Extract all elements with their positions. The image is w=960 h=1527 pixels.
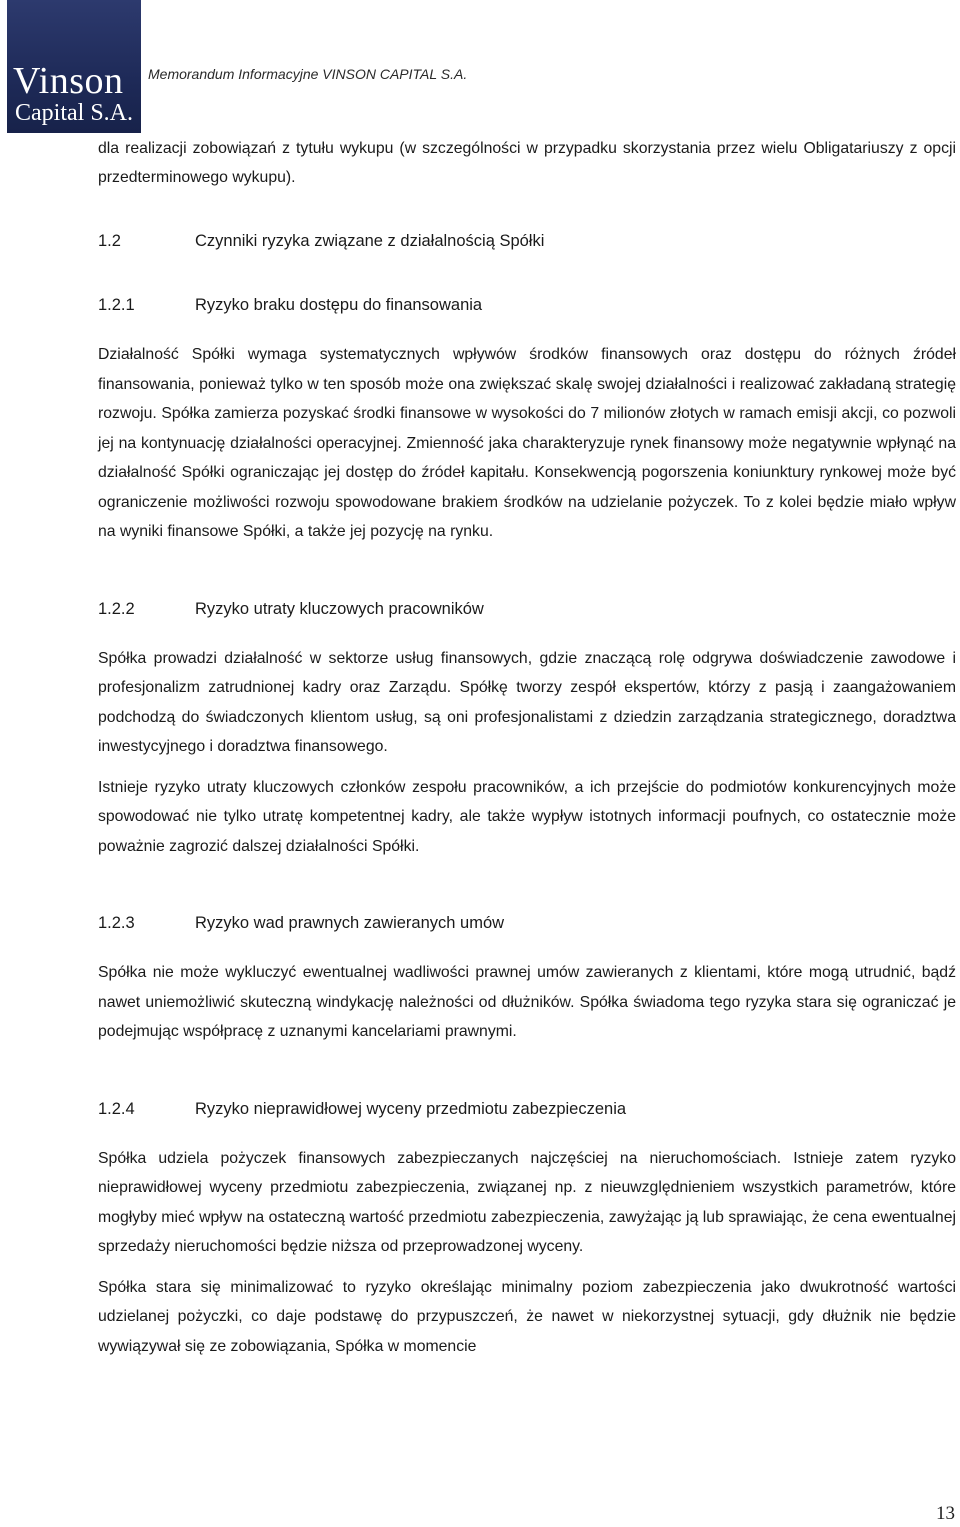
- subsection-paragraph: Spółka prowadzi działalność w sektorze usług finansowych, gdzie znaczącą rolę odgrywa doświadczenie zawodowe i profesjonalizm zatrudnionej kadry oraz Zarządu. Spółkę tworzy zespół ekspertów, którzy z pasją i zaangażowaniem podchodzą do świadczonych klientom usług, są oni profesjonalistami z dziedzin zarządzania strategicznego, doradztwa inwestycyjnego i doradztwa finansowego.: [98, 649, 956, 755]
- subsection-number: 1.2.1: [98, 296, 135, 314]
- subsection-heading: [98, 1097, 956, 1121]
- subsection-title: Ryzyko utraty kluczowych pracowników: [195, 599, 484, 618]
- subsection-paragraph: Istnieje ryzyko utraty kluczowych członków zespołu pracowników, a ich przejście do podmiotów konkurencyjnych może spowodować nie tylko utratę kompetentnej kadry, ale także wypływ istotnych informacji poufnych, co ostatecznie może poważnie zagrozić dalszej działalności Spółki.: [98, 778, 956, 855]
- subsection-title: Ryzyko braku dostępu do finansowania: [195, 296, 483, 314]
- subsection-paragraph: Spółka nie może wykluczyć ewentualnej wadliwości prawnej umów zawieranych z klientami, które mogą utrudnić, bądź nawet uniemożliwić skuteczną windykację należności od dłużników. Spółka świadoma tego ryzyka stara się ograniczać je podejmując współpracę z uznanymi kancelariami prawnymi.: [98, 964, 956, 1040]
- subsection-title: Ryzyko nieprawidłowej wyceny przedmiotu zabezpieczenia: [195, 1099, 627, 1118]
- logo-line-1: Vinson: [13, 60, 124, 102]
- company-logo: [7, 0, 141, 133]
- subsection-title: Ryzyko wad prawnych zawieranych umów: [195, 914, 505, 932]
- subsection-heading: [98, 911, 956, 935]
- section-heading: [98, 229, 956, 253]
- subsection-paragraph: Spółka stara się minimalizować to ryzyko określając minimalny poziom zabezpieczenia jako dwukrotność wartości udzielanej pożyczki, co daje podstawę do przypuszczeń, że nawet w niekorzystnej sytuacji, gdy dłużnik nie będzie wywiązywał się ze zobowiązania, Spółka w momencie: [98, 1278, 956, 1355]
- subsection-number: 1.2.4: [98, 1099, 135, 1118]
- logo-line-2: Capital S.A.: [15, 100, 133, 126]
- subsection-heading: [98, 293, 956, 317]
- intro-paragraph: dla realizacji zobowiązań z tytułu wykupu (w szczególności w przypadku skorzystania przez wielu Obligatariuszy z opcji przedterminowego wykupu).: [98, 140, 956, 186]
- section-title: Czynniki ryzyka związane z działalnością Spółki: [195, 232, 545, 250]
- page-content: [98, 134, 956, 1361]
- subsection-number: 1.2.2: [98, 599, 135, 618]
- page-number: 13: [936, 1503, 955, 1524]
- subsection-number: 1.2.3: [98, 914, 135, 932]
- subsection-paragraph: Spółka udziela pożyczek finansowych zabezpieczanych najczęściej na nieruchomościach. Istnieje zatem ryzyko nieprawidłowej wyceny przedmiotu zabezpieczenia, związanej np. z nieuwzględnieniem wszystkich parametrów, które mogłyby mieć wpływ na ostateczną wartość przedmiotu zabezpieczenia, zawyżając ją lub sprawiając, że cena ewentualnej sprzedaży nieruchomości będzie niższa od przeprowadzonej wyceny.: [98, 1149, 956, 1255]
- section-number: 1.2: [98, 232, 121, 250]
- subsection-paragraph: Działalność Spółki wymaga systematycznych wpływów środków finansowych oraz dostępu do różnych źródeł finansowania, ponieważ tylko w ten sposób może ona zwiększać skalę swojej działalności i realizować zakładaną strategię rozwoju. Spółka zamierza pozyskać środki finansowe w wysokości do 7 milionów złotych w ramach emisji akcji, co pozwoli jej na kontynuację działalności operacyjnej. Zmienność jaka charakteryzuje rynek finansowy może negatywnie wpłynąć na działalność Spółki ograniczając jej dostęp do źródeł kapitału. Konsekwencją pogorszenia koniunktury rynkowej może być ograniczenie możliwości rozwoju spowodowane brakiem środków na udzielanie pożyczek. To z kolei będzie miało wpływ na wyniki finansowe Spółki, a także jej pozycję na rynku.: [98, 346, 956, 540]
- document-header-title: Memorandum Informacyjne VINSON CAPITAL S.A.: [148, 66, 468, 82]
- subsection-heading: [98, 597, 956, 621]
